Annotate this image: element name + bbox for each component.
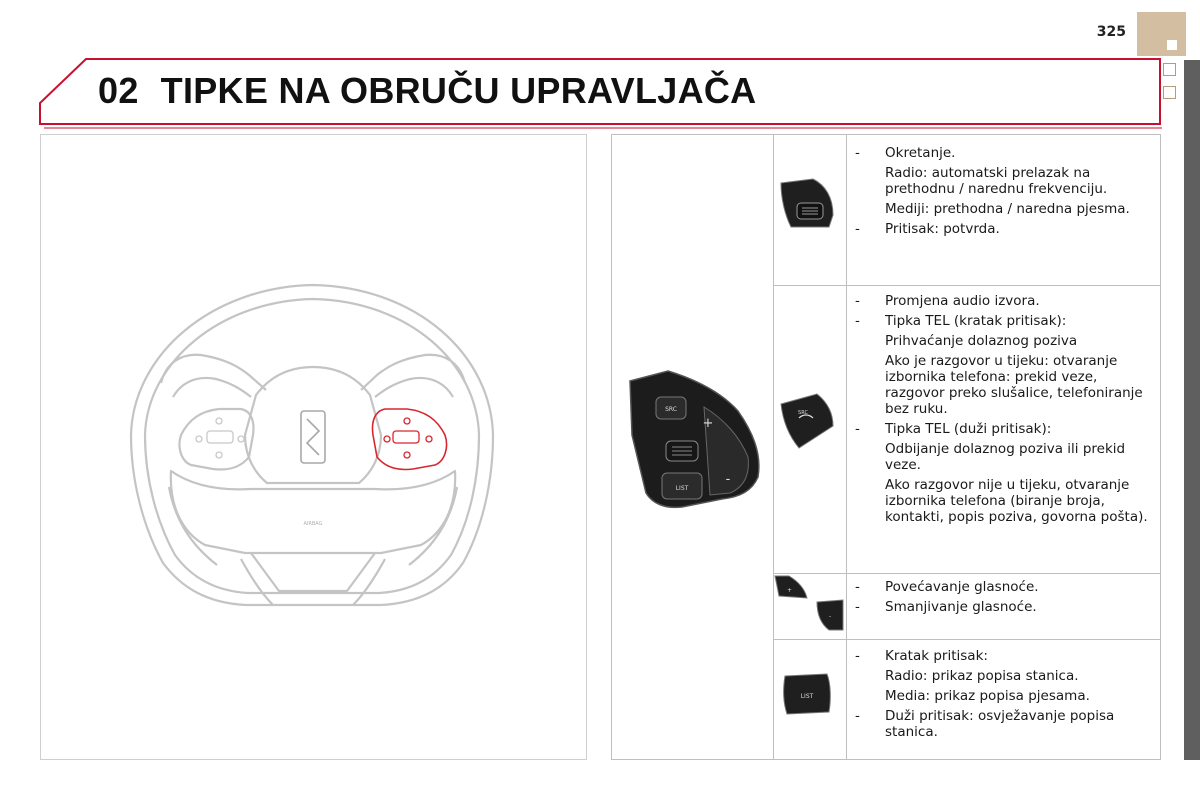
- src-label: SRC: [798, 410, 808, 416]
- desc-line: Ako razgovor nije u tijeku, otvaranje izbornika telefona (biranje broja, kontakti, popis poziva, govorna pošta).: [885, 477, 1148, 525]
- desc-line: - Tipka TEL (kratak pritisak):: [855, 313, 1067, 329]
- description-volume: [849, 579, 1154, 619]
- panel-minus-label: -: [725, 472, 731, 487]
- volume-buttons-icon: [773, 574, 847, 639]
- description-thumbwheel: [849, 145, 1154, 241]
- desc-line: - Povećavanje glasnoće.: [855, 579, 1039, 595]
- icon-cell-volume: [773, 574, 847, 639]
- desc-line: - Smanjivanje glasnoće.: [855, 599, 1037, 615]
- desc-line: - Promjena audio izvora.: [855, 293, 1040, 309]
- desc-line: - Tipka TEL (duži pritisak):: [855, 421, 1052, 437]
- list-button-icon: [773, 640, 847, 759]
- thumbwheel-button-icon: [773, 135, 847, 285]
- steering-wheel-icon: [41, 135, 586, 759]
- icon-cell-thumbwheel: [773, 135, 847, 285]
- sidebar-bar: [1184, 60, 1200, 760]
- panel-plus-label: +: [702, 416, 714, 431]
- volume-minus-icon: -: [829, 613, 832, 620]
- steering-wheel-panel: [40, 134, 587, 760]
- volume-plus-icon: +: [787, 587, 793, 594]
- desc-line: Prihvaćanje dolaznog poziva: [885, 333, 1078, 349]
- panel-src-label: SRC: [665, 406, 677, 413]
- desc-line: - Kratak pritisak:: [855, 648, 988, 664]
- control-panel-cell: [612, 135, 774, 759]
- page-title: [98, 70, 756, 112]
- chapter-title: TIPKE NA OBRUČU UPRAVLJAČA: [160, 70, 757, 111]
- page-number: 325: [1096, 24, 1126, 40]
- description-list: [849, 648, 1154, 744]
- airbag-label: AIRBAG: [303, 521, 323, 527]
- desc-line: Ako je razgovor u tijeku: otvaranje izbornika telefona: prekid veze, razgovor preko slušalice, telefoniranje bez ruku.: [885, 353, 1143, 417]
- icon-cell-list: [773, 640, 847, 759]
- chapter-number: 02: [98, 70, 139, 111]
- icon-cell-src: [773, 286, 847, 573]
- controls-table: [611, 134, 1161, 760]
- list-label: LIST: [800, 693, 814, 700]
- panel-list-label: LIST: [675, 485, 689, 492]
- control-panel-icon: [612, 135, 773, 759]
- desc-line: - Okretanje.: [855, 145, 956, 161]
- description-src-tel: [849, 293, 1154, 529]
- desc-line: - Pritisak: potvrda.: [855, 221, 1000, 237]
- desc-line: Odbijanje dolaznog poziva ili prekid veze.: [885, 441, 1126, 473]
- desc-line: - Duži pritisak: osvježavanje popisa stanica.: [855, 708, 1115, 740]
- desc-line: Media: prikaz popisa pjesama.: [885, 688, 1090, 704]
- desc-line: Mediji: prethodna / naredna pjesma.: [885, 201, 1130, 217]
- desc-line: Radio: prikaz popisa stanica.: [885, 668, 1079, 684]
- desc-line: Radio: automatski prelazak na prethodnu / narednu frekvenciju.: [885, 165, 1108, 197]
- src-tel-button-icon: [773, 286, 847, 573]
